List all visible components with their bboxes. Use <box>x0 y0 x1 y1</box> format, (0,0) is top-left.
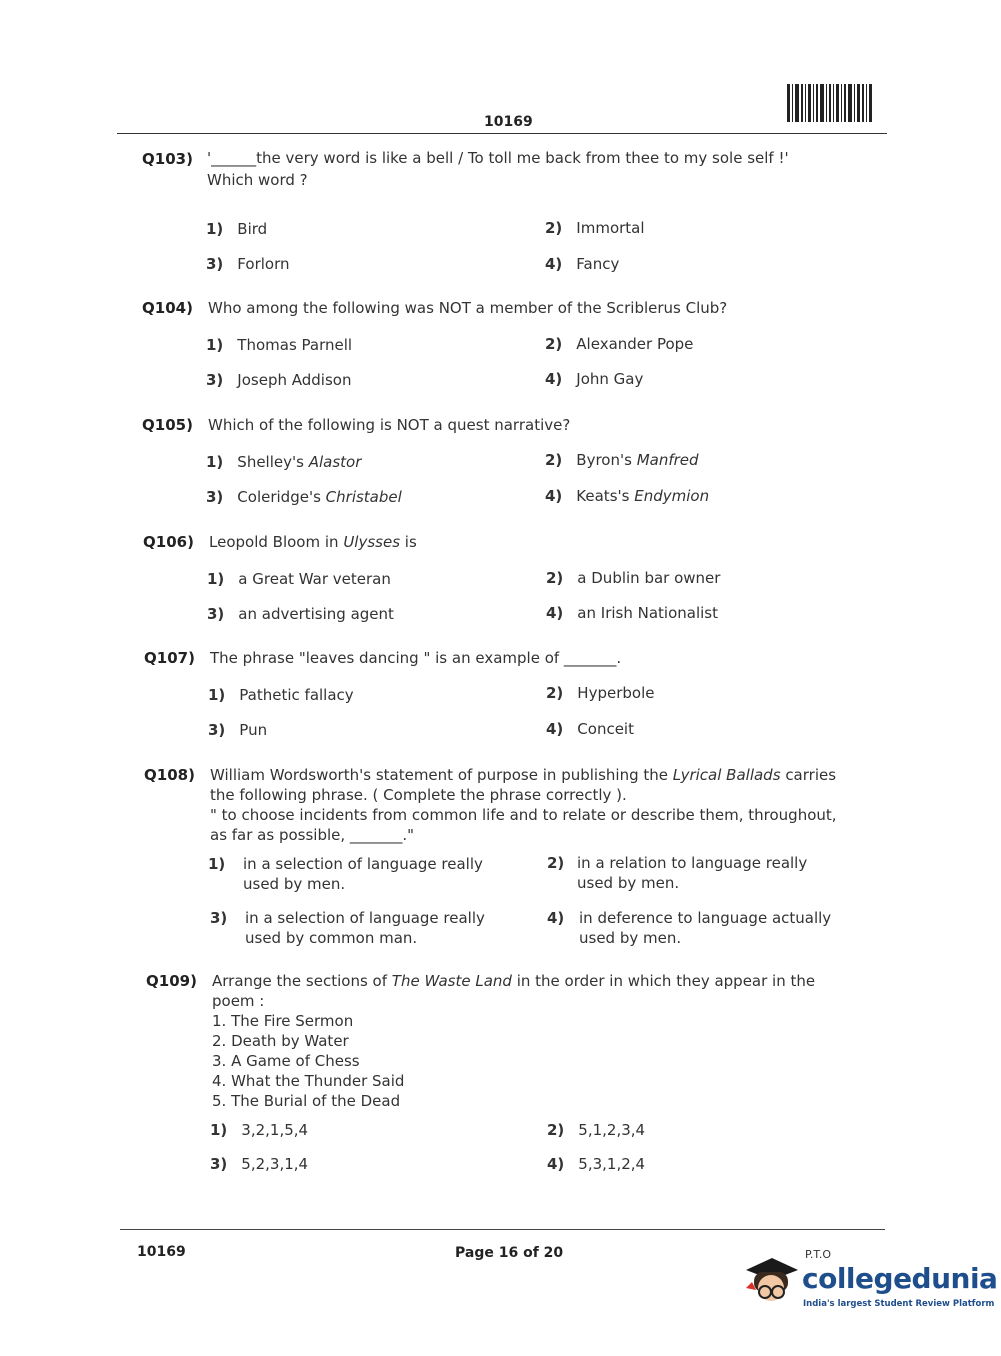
footer-code: 10169 <box>137 1244 186 1260</box>
footer-divider <box>120 1229 885 1230</box>
option: 2) Immortal <box>545 219 645 237</box>
option: 4) an Irish Nationalist <box>546 604 718 622</box>
question-number: Q103) <box>142 150 193 168</box>
question-text-line2: poem : <box>212 992 265 1010</box>
pto-label: P.T.O <box>805 1248 831 1261</box>
option: 4) in deference to language actually used by men. <box>547 909 832 947</box>
header-code: 10169 <box>484 114 533 130</box>
option: 3) Coleridge's Christabel <box>206 488 402 506</box>
option: 2) Alexander Pope <box>545 335 694 353</box>
option: 4) 5,3,1,2,4 <box>547 1155 646 1173</box>
question-text: Which of the following is NOT a quest narrative? <box>208 416 571 434</box>
option: 3) an advertising agent <box>207 605 394 623</box>
option: 1) Bird <box>206 220 268 238</box>
option: 3) in a selection of language really used by common man. <box>210 909 485 947</box>
page-number: Page 16 of 20 <box>455 1245 564 1261</box>
list-item: 4. What the Thunder Said <box>212 1072 405 1090</box>
brand-logo-text: collegedunia <box>802 1262 998 1295</box>
option: 3) Pun <box>208 721 268 739</box>
question-text-line2: the following phrase. ( Complete the phrase correctly ). <box>210 786 627 804</box>
list-item: 2. Death by Water <box>212 1032 349 1050</box>
option: 2) in a relation to language really used by men. <box>547 854 808 892</box>
option: 4) Keats's Endymion <box>545 487 710 505</box>
option: 2) 5,1,2,3,4 <box>547 1121 646 1139</box>
question-number: Q105) <box>142 416 193 434</box>
option: 2) Hyperbole <box>546 684 655 702</box>
barcode-graphic <box>787 84 883 122</box>
option: 4) Conceit <box>546 720 634 738</box>
question-text-line2: Which word ? <box>207 171 308 189</box>
question-text: The phrase "leaves dancing " is an example of _______. <box>210 649 622 667</box>
option: 2) Byron's Manfred <box>545 451 699 469</box>
question-number: Q106) <box>143 533 194 551</box>
question-text: William Wordsworth's statement of purpose in publishing the Lyrical Ballads carries <box>210 766 837 784</box>
question-number: Q109) <box>146 972 197 990</box>
option: 1) a Great War veteran <box>207 570 391 588</box>
option: 1) 3,2,1,5,4 <box>210 1121 309 1139</box>
question-text-line4: as far as possible, _______." <box>210 826 415 844</box>
question-text: Arrange the sections of The Waste Land in the order in which they appear in the <box>212 972 816 990</box>
list-item: 5. The Burial of the Dead <box>212 1092 401 1110</box>
question-number: Q104) <box>142 299 193 317</box>
question-text-line3: " to choose incidents from common life and to relate or describe them, throughout, <box>210 806 837 824</box>
question-text: '______the very word is like a bell / To toll me back from thee to my sole self !' <box>207 149 789 167</box>
question-text: Who among the following was NOT a member of the Scriblerus Club? <box>208 299 728 317</box>
option: 3) 5,2,3,1,4 <box>210 1155 309 1173</box>
list-item: 3. A Game of Chess <box>212 1052 360 1070</box>
option: 4) John Gay <box>545 370 644 388</box>
question-number: Q107) <box>144 649 195 667</box>
question-number: Q108) <box>144 766 195 784</box>
question-text: Leopold Bloom in Ulysses is <box>209 533 417 551</box>
option: 3) Joseph Addison <box>206 371 352 389</box>
option: 4) Fancy <box>545 255 620 273</box>
option: 1) Shelley's Alastor <box>206 453 362 471</box>
list-item: 1. The Fire Sermon <box>212 1012 354 1030</box>
mascot-logo-icon <box>742 1252 800 1308</box>
option: 1) Pathetic fallacy <box>208 686 354 704</box>
header-divider <box>117 133 887 134</box>
brand-tagline: India's largest Student Review Platform <box>803 1299 995 1309</box>
option: 1) Thomas Parnell <box>206 336 353 354</box>
option: 2) a Dublin bar owner <box>546 569 721 587</box>
option: 1) in a selection of language really used by men. <box>208 855 483 893</box>
option: 3) Forlorn <box>206 255 290 273</box>
